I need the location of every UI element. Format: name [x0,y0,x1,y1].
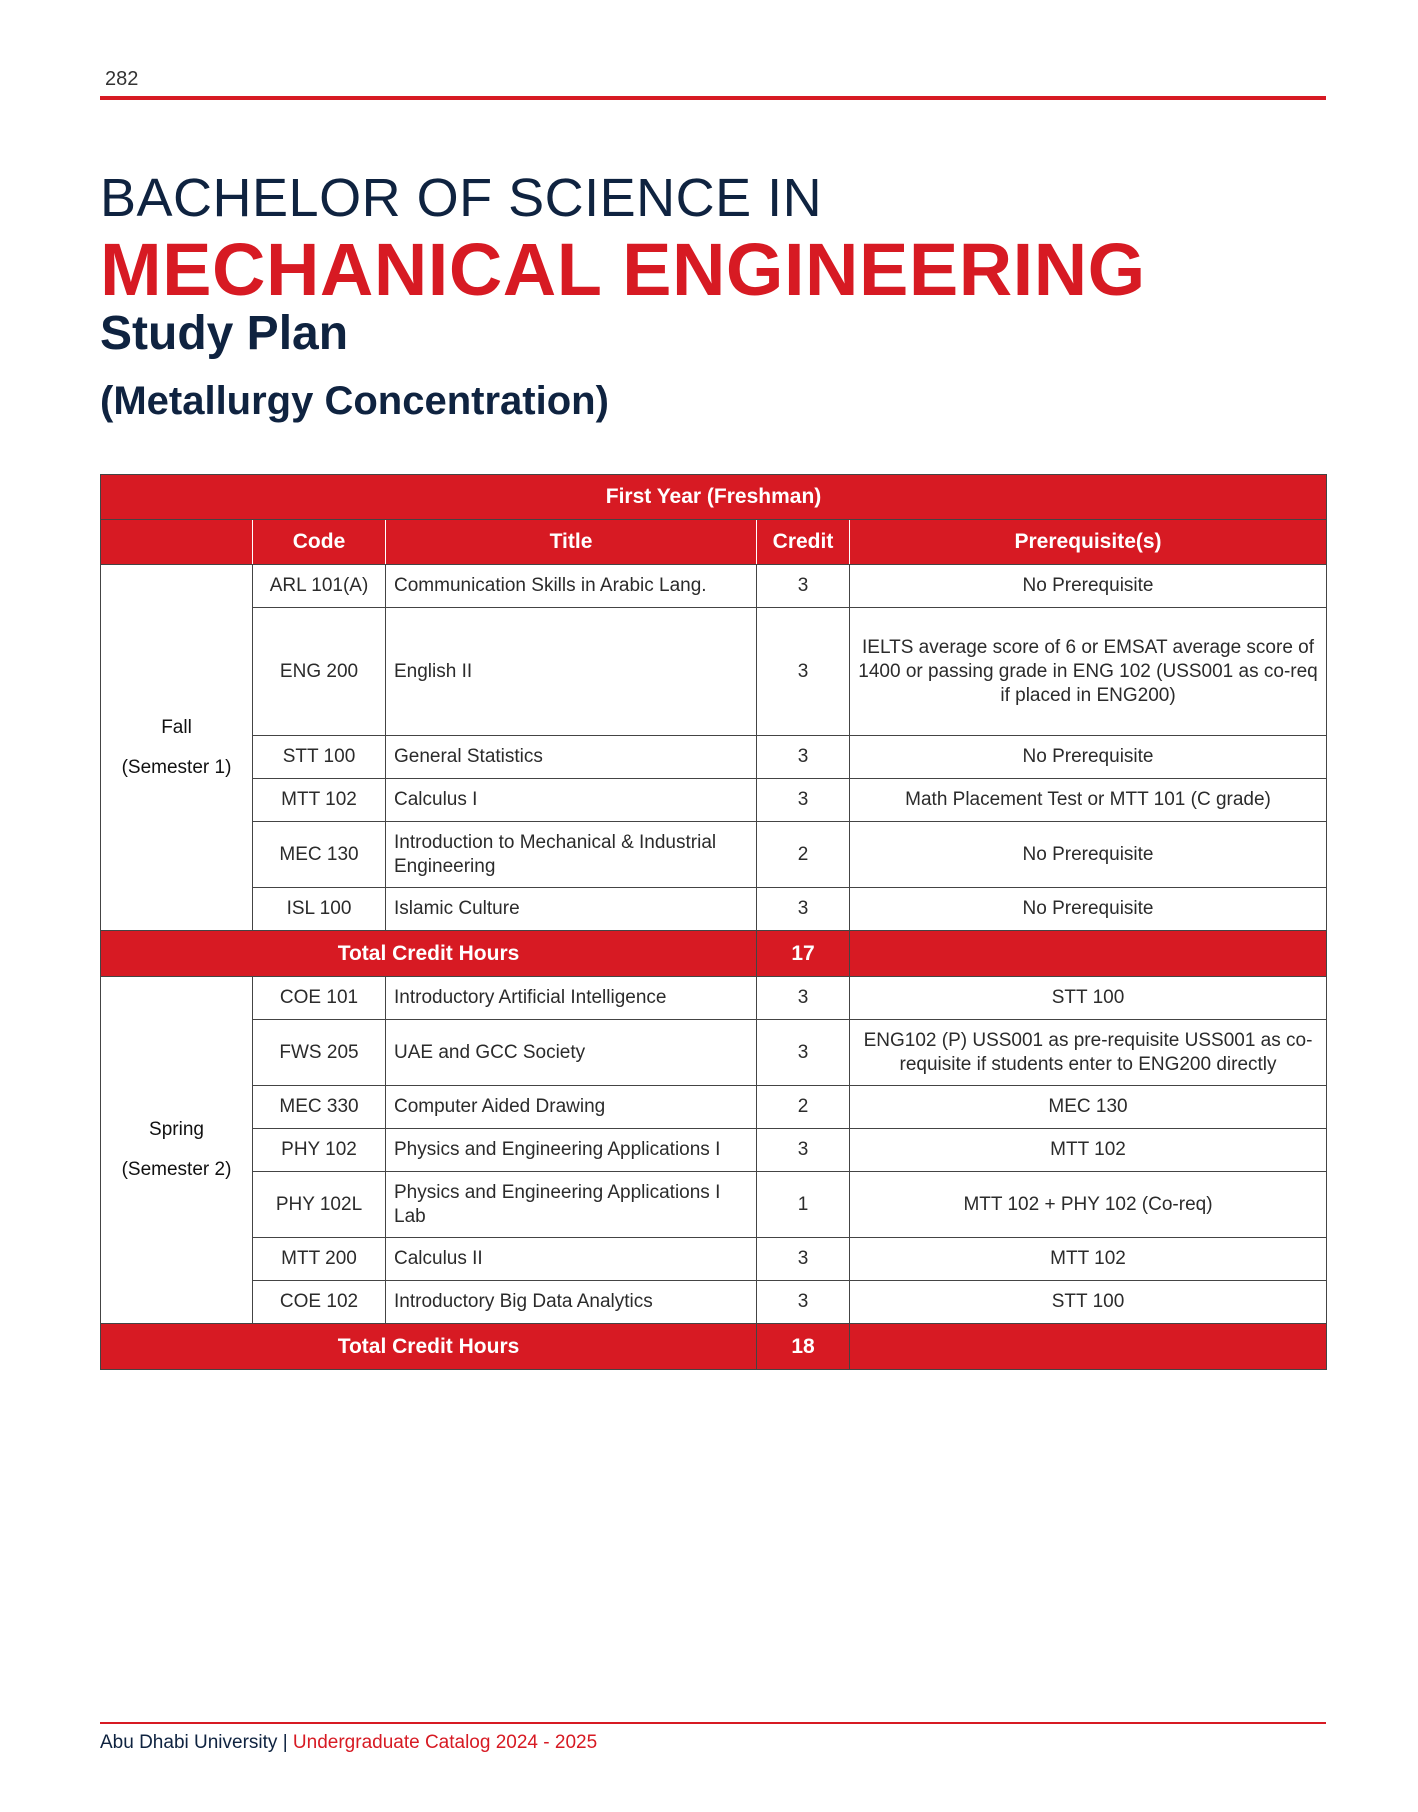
course-code: PHY 102L [253,1172,386,1238]
footer-separator: | [282,1732,288,1753]
table-row [101,1172,1327,1238]
course-code: MEC 130 [253,822,386,888]
degree-prefix: BACHELOR OF SCIENCE IN [100,168,823,228]
footer-catalog: Undergraduate Catalog 2024 - 2025 [292,1732,598,1753]
page-number: 282 [105,68,139,90]
table-row [101,779,1327,822]
course-code: MEC 330 [253,1086,386,1129]
study-plan-title: Study Plan [100,307,349,360]
footer-org: Abu Dhabi University [100,1732,278,1753]
course-credit: 3 [757,1238,850,1281]
table-row [101,822,1327,888]
credit-header: Credit [757,520,850,565]
course-title: Calculus I [386,779,757,822]
course-prereq: Math Placement Test or MTT 101 (C grade) [850,779,1327,822]
course-credit: 3 [757,736,850,779]
course-title: Islamic Culture [386,888,757,931]
footer [100,1730,597,1756]
course-title: English II [386,608,757,736]
course-code: COE 101 [253,977,386,1020]
program-title: MECHANICAL ENGINEERING [100,228,1146,311]
course-credit: 3 [757,608,850,736]
course-title: Calculus II [386,1238,757,1281]
course-code: ENG 200 [253,608,386,736]
table-row [101,565,1327,608]
course-prereq: STT 100 [850,1281,1327,1324]
fall-label: Fall [161,716,192,738]
spring-total-blank [850,1324,1327,1370]
course-title: Communication Skills in Arabic Lang. [386,565,757,608]
table-row [101,1086,1327,1129]
course-code: MTT 200 [253,1238,386,1281]
course-credit: 2 [757,1086,850,1129]
course-title: General Statistics [386,736,757,779]
year-header-row [101,475,1327,520]
spring-semester-number: (Semester 2) [121,1159,232,1180]
semester-header [101,520,253,565]
course-prereq: IELTS average score of 6 or EMSAT average score of 1400 or passing grade in ENG 102 (USS001 as co-req if placed in ENG200) [850,608,1327,736]
course-code: ISL 100 [253,888,386,931]
course-prereq: MEC 130 [850,1086,1327,1129]
course-credit: 3 [757,1129,850,1172]
course-title: Introduction to Mechanical & Industrial Engineering [386,822,757,888]
course-prereq: MTT 102 [850,1238,1327,1281]
course-title: UAE and GCC Society [386,1020,757,1086]
fall-semester-cell [101,565,253,931]
course-credit: 1 [757,1172,850,1238]
course-credit: 3 [757,1020,850,1086]
fall-total-row [101,931,1327,977]
course-title: Introductory Big Data Analytics [386,1281,757,1324]
footer-divider [100,1722,1326,1724]
course-prereq: MTT 102 + PHY 102 (Co-req) [850,1172,1327,1238]
course-code: FWS 205 [253,1020,386,1086]
study-plan-table [100,474,1327,1370]
course-title: Computer Aided Drawing [386,1086,757,1129]
table-row [101,1020,1327,1086]
table-row [101,1238,1327,1281]
table-row [101,977,1327,1020]
table-row [101,1281,1327,1324]
course-title: Physics and Engineering Applications I [386,1129,757,1172]
course-prereq: No Prerequisite [850,736,1327,779]
course-code: COE 102 [253,1281,386,1324]
course-prereq: ENG102 (P) USS001 as pre-requisite USS001 as co-requisite if students enter to ENG200 directly [850,1020,1327,1086]
table-row [101,608,1327,736]
course-credit: 3 [757,779,850,822]
course-code: PHY 102 [253,1129,386,1172]
spring-total-label: Total Credit Hours [101,1324,757,1370]
spring-total-value: 18 [757,1324,850,1370]
column-header-row [101,520,1327,565]
course-title: Introductory Artificial Intelligence [386,977,757,1020]
course-prereq: No Prerequisite [850,822,1327,888]
title-header: Title [386,520,757,565]
header-divider [100,96,1326,100]
fall-total-label: Total Credit Hours [101,931,757,977]
course-credit: 3 [757,977,850,1020]
fall-semester-number: (Semester 1) [121,756,232,778]
spring-total-row [101,1324,1327,1370]
spring-label: Spring [149,1119,204,1140]
table-row [101,888,1327,931]
course-prereq: No Prerequisite [850,565,1327,608]
table-row [101,736,1327,779]
course-prereq: STT 100 [850,977,1327,1020]
fall-total-blank [850,931,1327,977]
prereq-header: Prerequisite(s) [850,520,1327,565]
course-code: ARL 101(A) [253,565,386,608]
course-code: MTT 102 [253,779,386,822]
course-code: STT 100 [253,736,386,779]
course-credit: 3 [757,888,850,931]
course-credit: 2 [757,822,850,888]
course-credit: 3 [757,1281,850,1324]
course-title: Physics and Engineering Applications I Lab [386,1172,757,1238]
table-row [101,1129,1327,1172]
code-header: Code [253,520,386,565]
year-title: First Year (Freshman) [101,475,1327,520]
course-credit: 3 [757,565,850,608]
spring-semester-cell [101,977,253,1324]
fall-total-value: 17 [757,931,850,977]
concentration-title: (Metallurgy Concentration) [100,379,609,423]
course-prereq: MTT 102 [850,1129,1327,1172]
course-prereq: No Prerequisite [850,888,1327,931]
